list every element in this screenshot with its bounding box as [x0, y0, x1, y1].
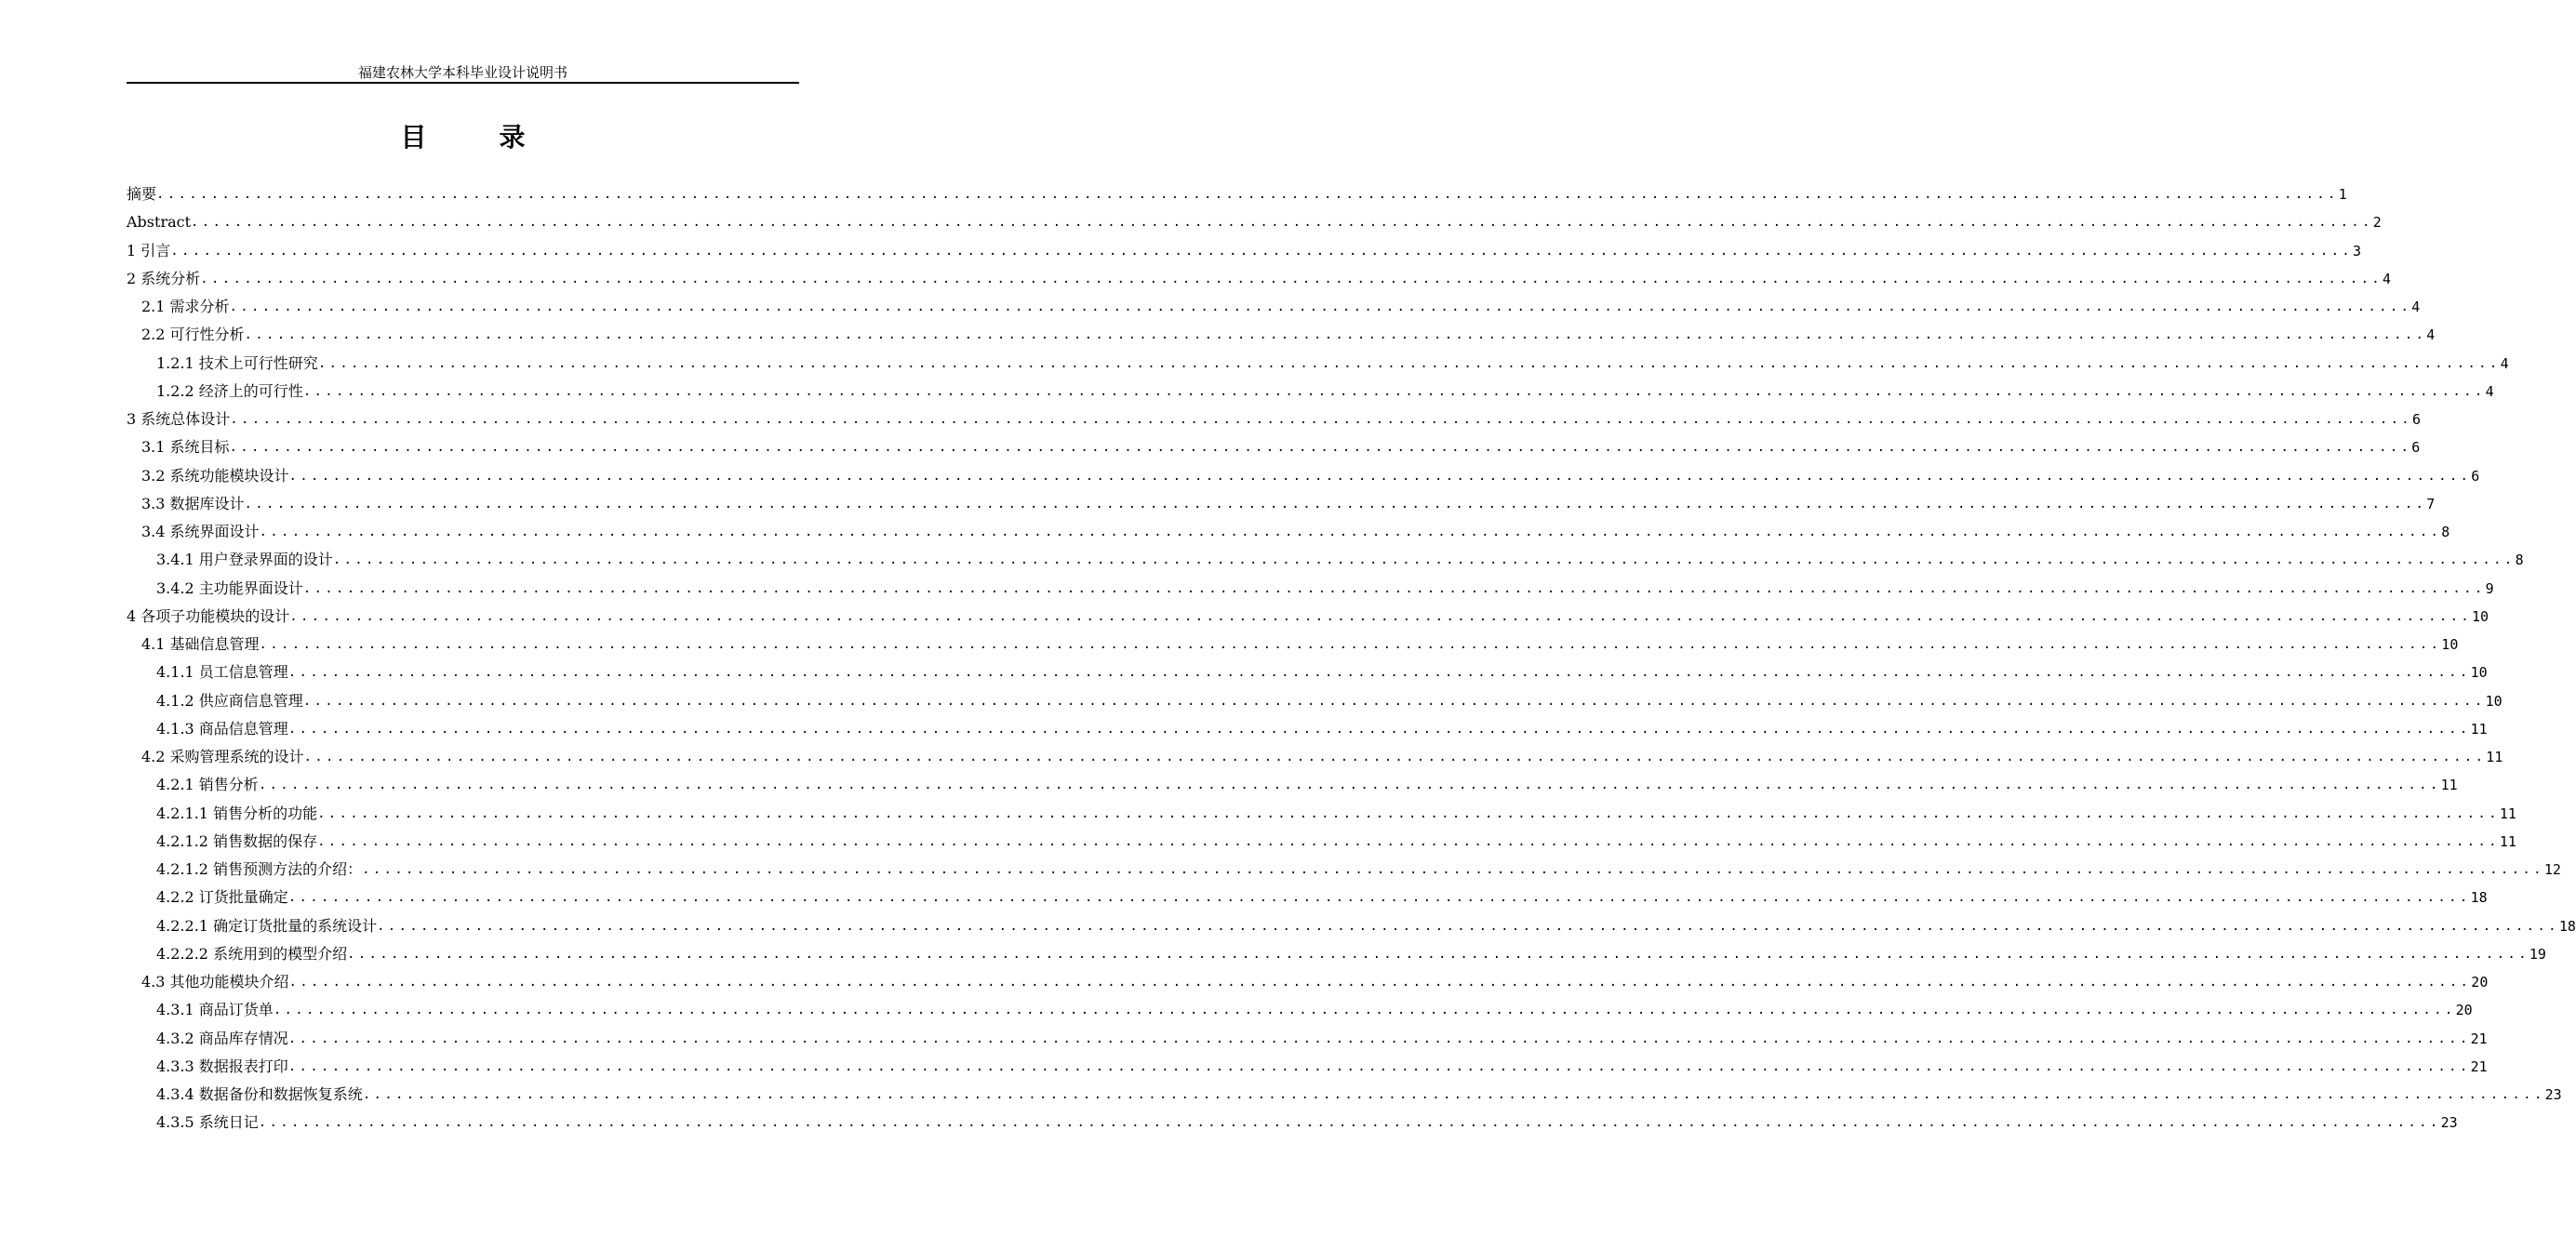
- toc-entry-page-number: 23: [2544, 1086, 2562, 1104]
- toc-leader-dots: ........................................................................................................................................................................................................: [362, 1087, 2545, 1103]
- toc-entry-page-number: 11: [2440, 777, 2458, 794]
- toc-entry-label: 4.3.5 系统日记: [156, 1113, 259, 1132]
- toc-entry-label: 4.3.3 数据报表打印: [156, 1057, 288, 1075]
- toc-leader-dots: ........................................................................................................................................................................................................: [317, 833, 2500, 849]
- toc-entry-label: 2 系统分析: [127, 269, 201, 287]
- toc-entry-label: 2.2 可行性分析: [141, 326, 245, 344]
- toc-entry-label: 3.3 数据库设计: [141, 494, 245, 512]
- toc-entry-label: 4.1.3 商品信息管理: [156, 719, 288, 738]
- toc-entry-label: 2.1 需求分析: [141, 298, 230, 316]
- title-char-2: 录: [499, 122, 526, 153]
- toc-entry-page-number: 10: [2472, 607, 2489, 625]
- toc-entry-page-number: 19: [2529, 945, 2546, 963]
- toc-entry-page-number: 7: [2426, 495, 2436, 512]
- toc-entry[interactable]: [127, 687, 2503, 715]
- toc-entry[interactable]: [127, 293, 2421, 321]
- toc-entry-label: 4.2.1 销售分析: [156, 776, 259, 794]
- toc-entry-page-number: 4: [2426, 326, 2436, 344]
- toc-entry-label: 4.3.1 商品订货单: [156, 1001, 274, 1019]
- toc-entry-page-number: 6: [2412, 411, 2422, 429]
- toc-entry[interactable]: [127, 518, 2450, 546]
- toc-entry-page-number: 6: [2471, 467, 2480, 485]
- toc-entry-label: 4 各项子功能模块的设计: [127, 606, 290, 625]
- toc-leader-dots: ........................................................................................................................................................................................................: [244, 496, 2427, 512]
- toc-entry-label: 3.2 系统功能模块设计: [141, 466, 289, 485]
- toc-leader-dots: ........................................................................................................................................................................................................: [332, 552, 2516, 568]
- toc-entry[interactable]: [127, 265, 2392, 293]
- toc-leader-dots: ........................................................................................................................................................................................................: [229, 299, 2412, 315]
- toc-entry-page-number: 11: [2470, 720, 2488, 738]
- toc-entry[interactable]: [127, 1081, 2562, 1109]
- toc-entry-page-number: 8: [2441, 524, 2450, 541]
- toc-leader-dots: ........................................................................................................................................................................................................: [244, 327, 2427, 343]
- table-of-contents: [127, 180, 2576, 1137]
- toc-entry-page-number: 10: [2485, 692, 2503, 710]
- toc-leader-dots: ........................................................................................................................................................................................................: [302, 693, 2486, 709]
- toc-entry-label: 4.2.2.1 确定订货批量的系统设计: [156, 916, 378, 935]
- toc-leader-dots: ........................................................................................................................................................................................................: [229, 440, 2412, 456]
- toc-leader-dots: ........................................................................................................................................................................................................: [273, 1003, 2456, 1018]
- toc-leader-dots: ........................................................................................................................................................................................................: [287, 890, 2471, 906]
- toc-entry-page-number: 4: [2500, 354, 2509, 372]
- toc-leader-dots: ........................................................................................................................................................................................................: [288, 975, 2472, 991]
- toc-entry[interactable]: [127, 715, 2488, 743]
- toc-leader-dots: ........................................................................................................................................................................................................: [200, 271, 2383, 286]
- toc-entry-page-number: 1: [2338, 186, 2347, 204]
- toc-entry-label: 4.3 其他功能模块介绍: [141, 973, 289, 991]
- toc-entry-page-number: 2: [2372, 214, 2382, 232]
- toc-entry[interactable]: [127, 406, 2422, 433]
- toc-entry[interactable]: [127, 771, 2458, 799]
- toc-entry[interactable]: [127, 490, 2436, 518]
- toc-entry-label: 3.1 系统目标: [141, 438, 230, 457]
- toc-entry-label: 3 系统总体设计: [127, 410, 231, 429]
- toc-leader-dots: ........................................................................................................................................................................................................: [317, 805, 2500, 821]
- toc-entry-page-number: 4: [2382, 270, 2392, 287]
- toc-entry-page-number: 10: [2470, 664, 2488, 682]
- toc-leader-dots: ........................................................................................................................................................................................................: [287, 665, 2471, 681]
- toc-entry-page-number: 21: [2470, 1030, 2488, 1047]
- toc-entry[interactable]: [127, 208, 2382, 236]
- toc-leader-dots: ........................................................................................................................................................................................................: [156, 187, 2339, 203]
- header-rule: [127, 82, 799, 84]
- toc-entry-label: 4.2.1.2 销售数据的保存: [156, 831, 318, 850]
- toc-entry-label: 3.4 系统界面设计: [141, 523, 260, 541]
- toc-leader-dots: ........................................................................................................................................................................................................: [317, 355, 2501, 371]
- toc-leader-dots: ........................................................................................................................................................................................................: [289, 608, 2473, 624]
- toc-leader-dots: ........................................................................................................................................................................................................: [259, 525, 2442, 540]
- toc-entry-label: 4.1 基础信息管理: [141, 635, 260, 654]
- toc-leader-dots: ........................................................................................................................................................................................................: [362, 862, 2544, 878]
- toc-leader-dots: ........................................................................................................................................................................................................: [170, 243, 2354, 259]
- toc-entry-page-number: 18: [2470, 889, 2488, 907]
- toc-leader-dots: ........................................................................................................................................................................................................: [287, 1058, 2471, 1074]
- toc-entry-label: 4.2.1.1 销售分析的功能: [156, 804, 318, 822]
- toc-leader-dots: ........................................................................................................................................................................................................: [302, 383, 2486, 399]
- toc-entry-label: Abstract: [127, 213, 192, 232]
- toc-entry[interactable]: [127, 546, 2524, 574]
- toc-entry-label: 1.2.2 经济上的可行性: [156, 381, 303, 400]
- toc-entry-label: 4.2 采购管理系统的设计: [141, 748, 304, 766]
- toc-leader-dots: ........................................................................................................................................................................................................: [191, 215, 2373, 231]
- toc-entry[interactable]: [127, 968, 2489, 996]
- toc-entry[interactable]: [127, 237, 2362, 265]
- toc-entry[interactable]: [127, 433, 2421, 461]
- toc-entry[interactable]: [127, 856, 2561, 884]
- toc-leader-dots: ........................................................................................................................................................................................................: [377, 918, 2559, 934]
- toc-entry-page-number: 21: [2470, 1057, 2488, 1075]
- toc-entry-page-number: 6: [2411, 439, 2421, 457]
- page-title: [127, 119, 799, 156]
- toc-entry[interactable]: [127, 940, 2546, 968]
- toc-entry[interactable]: [127, 1025, 2488, 1053]
- toc-entry[interactable]: [127, 1053, 2488, 1081]
- toc-entry[interactable]: [127, 658, 2488, 686]
- toc-leader-dots: ........................................................................................................................................................................................................: [347, 946, 2529, 962]
- toc-entry[interactable]: [127, 912, 2576, 940]
- toc-entry[interactable]: [127, 884, 2488, 911]
- toc-entry-page-number: 11: [2486, 749, 2503, 766]
- toc-entry[interactable]: [127, 996, 2473, 1024]
- toc-entry[interactable]: [127, 180, 2347, 208]
- toc-entry[interactable]: [127, 1109, 2458, 1137]
- toc-entry-label: 4.1.1 员工信息管理: [156, 663, 288, 682]
- toc-entry-page-number: 11: [2499, 805, 2516, 822]
- running-header: 福建农林大学本科毕业设计说明书: [357, 64, 567, 81]
- toc-entry-page-number: 20: [2455, 1002, 2473, 1019]
- toc-leader-dots: ........................................................................................................................................................................................................: [303, 750, 2487, 765]
- toc-entry-page-number: 11: [2499, 832, 2516, 850]
- toc-entry[interactable]: [127, 321, 2436, 349]
- toc-entry-page-number: 12: [2543, 861, 2561, 879]
- toc-entry-label: 4.2.2.2 系统用到的模型介绍: [156, 944, 348, 963]
- toc-entry-page-number: 23: [2440, 1114, 2458, 1132]
- toc-entry-page-number: 9: [2485, 579, 2494, 597]
- toc-entry[interactable]: [127, 828, 2516, 856]
- toc-leader-dots: ........................................................................................................................................................................................................: [259, 637, 2442, 653]
- toc-entry-label: 4.3.4 数据备份和数据恢复系统: [156, 1085, 363, 1104]
- toc-entry-label: 1 引言: [127, 241, 171, 259]
- toc-leader-dots: ........................................................................................................................................................................................................: [302, 580, 2486, 596]
- toc-leader-dots: ........................................................................................................................................................................................................: [287, 1031, 2471, 1046]
- toc-entry-label: 4.2.1.2 销售预测方法的介绍：: [156, 860, 363, 879]
- toc-leader-dots: ........................................................................................................................................................................................................: [230, 412, 2413, 428]
- toc-entry-label: 4.2.2 订货批量确定: [156, 888, 288, 907]
- toc-leader-dots: ........................................................................................................................................................................................................: [287, 721, 2471, 737]
- toc-entry[interactable]: [127, 575, 2494, 603]
- toc-entry-page-number: 3: [2353, 242, 2362, 259]
- toc-entry-page-number: 20: [2471, 974, 2489, 991]
- toc-entry[interactable]: [127, 378, 2494, 406]
- toc-entry[interactable]: [127, 603, 2489, 631]
- toc-entry-label: 4.1.2 供应商信息管理: [156, 691, 303, 710]
- toc-entry-label: 摘要: [127, 185, 157, 204]
- toc-entry-page-number: 10: [2441, 636, 2459, 654]
- toc-leader-dots: ........................................................................................................................................................................................................: [258, 1115, 2441, 1131]
- toc-entry-page-number: 18: [2558, 917, 2576, 935]
- toc-entry[interactable]: [127, 350, 2509, 378]
- toc-entry-label: 4.3.2 商品库存情况: [156, 1029, 288, 1047]
- toc-entry-label: 1.2.1 技术上可行性研究: [156, 353, 318, 372]
- toc-entry[interactable]: [127, 743, 2503, 771]
- title-char-1: 目: [400, 122, 427, 153]
- toc-entry[interactable]: [127, 631, 2459, 658]
- toc-entry[interactable]: [127, 800, 2516, 828]
- toc-entry-page-number: 4: [2485, 382, 2494, 400]
- toc-entry[interactable]: [127, 462, 2480, 490]
- toc-entry-label: 3.4.1 用户登录界面的设计: [156, 551, 333, 569]
- toc-leader-dots: ........................................................................................................................................................................................................: [258, 778, 2441, 793]
- toc-leader-dots: ........................................................................................................................................................................................................: [288, 468, 2472, 484]
- toc-entry-label: 3.4.2 主功能界面设计: [156, 578, 303, 597]
- toc-entry-page-number: 8: [2515, 552, 2524, 569]
- toc-entry-page-number: 4: [2411, 299, 2421, 316]
